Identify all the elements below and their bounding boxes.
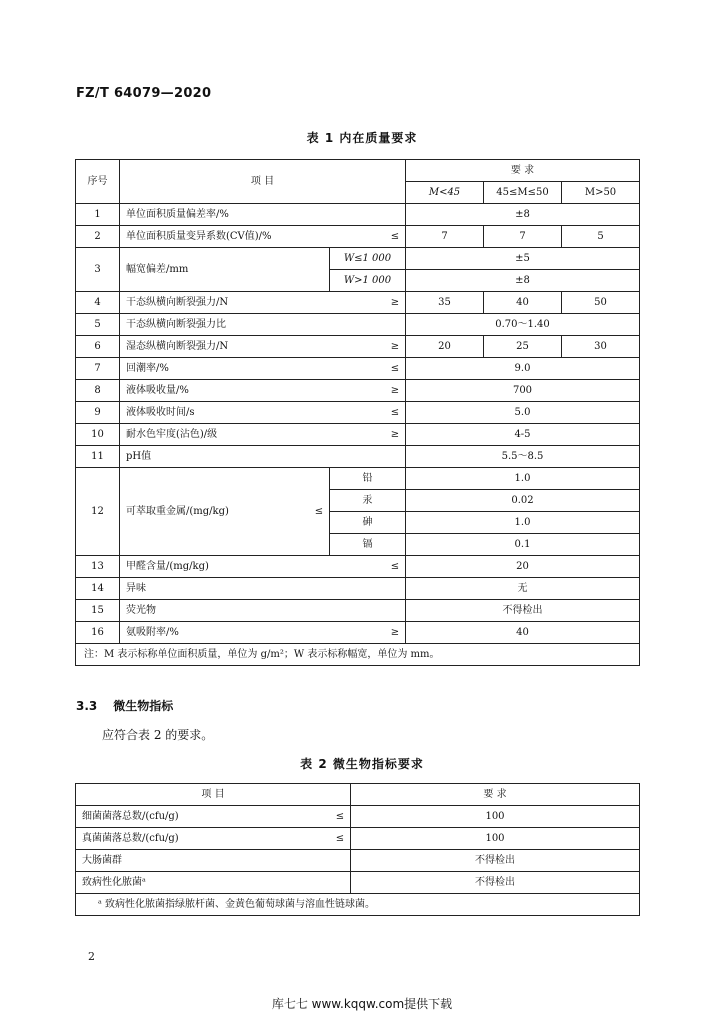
row-value: 100 — [351, 828, 640, 850]
metal-name: 砷 — [330, 512, 406, 534]
header-requirement: 要 求 — [351, 784, 640, 806]
metal-value: 1.0 — [406, 512, 640, 534]
row-value: 40 — [406, 622, 640, 644]
row-value: 0.70～1.40 — [406, 314, 640, 336]
row-value: 不得检出 — [351, 872, 640, 894]
row-value: 不得检出 — [351, 850, 640, 872]
row-number: 6 — [76, 336, 120, 358]
row-item: 荧光物 — [120, 600, 406, 622]
row-item: 液体吸收量/% — [126, 384, 189, 396]
row-item-cell — [76, 806, 351, 828]
row-item-cell — [120, 556, 406, 578]
row-number: 12 — [76, 468, 120, 556]
row-value: 5 — [562, 226, 640, 248]
row-item: 异味 — [120, 578, 406, 600]
row-value: 40 — [484, 292, 562, 314]
header-requirement: 要 求 — [406, 160, 640, 182]
row-value: 50 — [562, 292, 640, 314]
row-value: ±8 — [406, 204, 640, 226]
row-item: 单位面积质量偏差率/% — [120, 204, 406, 226]
header-sub-1: M<45 — [406, 182, 484, 204]
row-number: 3 — [76, 248, 120, 292]
row-number: 9 — [76, 402, 120, 424]
table-row — [76, 248, 640, 270]
row-item: 回潮率/% — [126, 362, 169, 374]
row-value: 30 — [562, 336, 640, 358]
metal-name: 汞 — [330, 490, 406, 512]
row-number: 10 — [76, 424, 120, 446]
row-item: 液体吸收时间/s — [126, 406, 195, 418]
metal-name: 镉 — [330, 534, 406, 556]
row-number: 5 — [76, 314, 120, 336]
row-value: 无 — [406, 578, 640, 600]
section-text: 应符合表 2 的要求。 — [102, 728, 214, 742]
header-seq: 序号 — [76, 160, 120, 204]
table-row — [76, 380, 640, 402]
row-value: 9.0 — [406, 358, 640, 380]
row-item-cell — [120, 622, 406, 644]
header-item: 项 目 — [120, 160, 406, 204]
row-item: 耐水色牢度(沾色)/级 — [126, 428, 218, 440]
row-subitem: W>1 000 — [330, 270, 406, 292]
row-number: 15 — [76, 600, 120, 622]
row-item: 甲醛含量/(mg/kg) — [126, 560, 209, 572]
row-value: 35 — [406, 292, 484, 314]
row-item-cell — [120, 292, 406, 314]
row-operator: ≤ — [390, 230, 400, 242]
row-operator: ≤ — [335, 810, 345, 822]
metal-name: 铅 — [330, 468, 406, 490]
row-number: 13 — [76, 556, 120, 578]
header-sub-3: M>50 — [562, 182, 640, 204]
table2-note: ᵃ 致病性化脓菌指绿脓杆菌、金黄色葡萄球菌与溶血性链球菌。 — [76, 894, 640, 916]
row-number: 1 — [76, 204, 120, 226]
microbial-requirements-table — [75, 783, 640, 916]
row-operator: ≤ — [335, 832, 345, 844]
row-item-cell — [120, 358, 406, 380]
table-row — [76, 622, 640, 644]
row-item: 幅宽偏差/mm — [120, 248, 330, 292]
row-item: 湿态纵横向断裂强力/N — [126, 340, 229, 352]
row-operator: ≤ — [390, 560, 400, 572]
standard-code: FZ/T 64079—2020 — [76, 86, 212, 101]
row-item: 致病性化脓菌ᵃ — [76, 872, 351, 894]
row-value: 不得检出 — [406, 600, 640, 622]
table-row — [76, 468, 640, 490]
row-operator: ≥ — [390, 428, 400, 440]
page-number: 2 — [88, 950, 95, 963]
row-item: 细菌菌落总数/(cfu/g) — [82, 810, 179, 822]
metal-value: 0.1 — [406, 534, 640, 556]
table-row — [76, 578, 640, 600]
row-number: 8 — [76, 380, 120, 402]
row-number: 16 — [76, 622, 120, 644]
row-operator: ≤ — [314, 505, 324, 517]
table-row — [76, 556, 640, 578]
row-number: 7 — [76, 358, 120, 380]
metal-value: 1.0 — [406, 468, 640, 490]
table-row — [76, 600, 640, 622]
row-item: pH值 — [120, 446, 406, 468]
row-value: 4-5 — [406, 424, 640, 446]
table1-caption: 表 1 内在质量要求 — [306, 131, 418, 145]
section-title: 微生物指标 — [113, 699, 174, 713]
row-value: 700 — [406, 380, 640, 402]
table2-caption: 表 2 微生物指标要求 — [300, 757, 424, 771]
table1-note: 注：M 表示标称单位面积质量，单位为 g/m²；W 表示标称幅宽，单位为 mm。 — [76, 644, 640, 666]
row-item: 真菌菌落总数/(cfu/g) — [82, 832, 179, 844]
row-item: 大肠菌群 — [76, 850, 351, 872]
header-item: 项 目 — [76, 784, 351, 806]
row-item: 单位面积质量变异系数(CV值)/% — [126, 230, 272, 242]
row-operator: ≥ — [390, 296, 400, 308]
table-row — [76, 292, 640, 314]
row-item: 可萃取重金属/(mg/kg) — [126, 505, 229, 517]
row-value: 5.0 — [406, 402, 640, 424]
table-row — [76, 314, 640, 336]
row-operator: ≥ — [390, 626, 400, 638]
quality-requirements-table — [75, 159, 640, 666]
table-row — [76, 402, 640, 424]
row-item: 干态纵横向断裂强力比 — [120, 314, 406, 336]
row-value: 7 — [406, 226, 484, 248]
table-row — [76, 446, 640, 468]
row-value: 20 — [406, 336, 484, 358]
row-item-cell — [120, 402, 406, 424]
download-watermark: 库七七 www.kqqw.com提供下载 — [271, 997, 453, 1011]
row-value: ±8 — [406, 270, 640, 292]
table-row — [76, 336, 640, 358]
row-item-cell — [120, 468, 330, 556]
section-heading — [76, 697, 173, 714]
row-operator: ≥ — [390, 340, 400, 352]
row-value: 20 — [406, 556, 640, 578]
row-number: 2 — [76, 226, 120, 248]
table-row — [76, 226, 640, 248]
row-value: ±5 — [406, 248, 640, 270]
row-value: 7 — [484, 226, 562, 248]
row-value: 25 — [484, 336, 562, 358]
table-row — [76, 204, 640, 226]
table-row — [76, 850, 640, 872]
row-item: 干态纵横向断裂强力/N — [126, 296, 229, 308]
header-sub-2: 45≤M≤50 — [484, 182, 562, 204]
table-row — [76, 872, 640, 894]
row-item-cell — [120, 336, 406, 358]
row-item-cell — [120, 424, 406, 446]
row-number: 14 — [76, 578, 120, 600]
table-row — [76, 806, 640, 828]
table-row — [76, 424, 640, 446]
section-number: 3.3 — [76, 699, 98, 713]
row-item-cell — [120, 226, 406, 248]
row-operator: ≥ — [390, 384, 400, 396]
row-item-cell — [120, 380, 406, 402]
row-value: 100 — [351, 806, 640, 828]
row-operator: ≤ — [390, 406, 400, 418]
row-item-cell — [76, 828, 351, 850]
row-operator: ≤ — [390, 362, 400, 374]
metal-value: 0.02 — [406, 490, 640, 512]
row-value: 5.5～8.5 — [406, 446, 640, 468]
row-number: 4 — [76, 292, 120, 314]
row-subitem: W≤1 000 — [330, 248, 406, 270]
table-row — [76, 358, 640, 380]
row-number: 11 — [76, 446, 120, 468]
row-item: 氨吸附率/% — [126, 626, 179, 638]
table-row — [76, 828, 640, 850]
